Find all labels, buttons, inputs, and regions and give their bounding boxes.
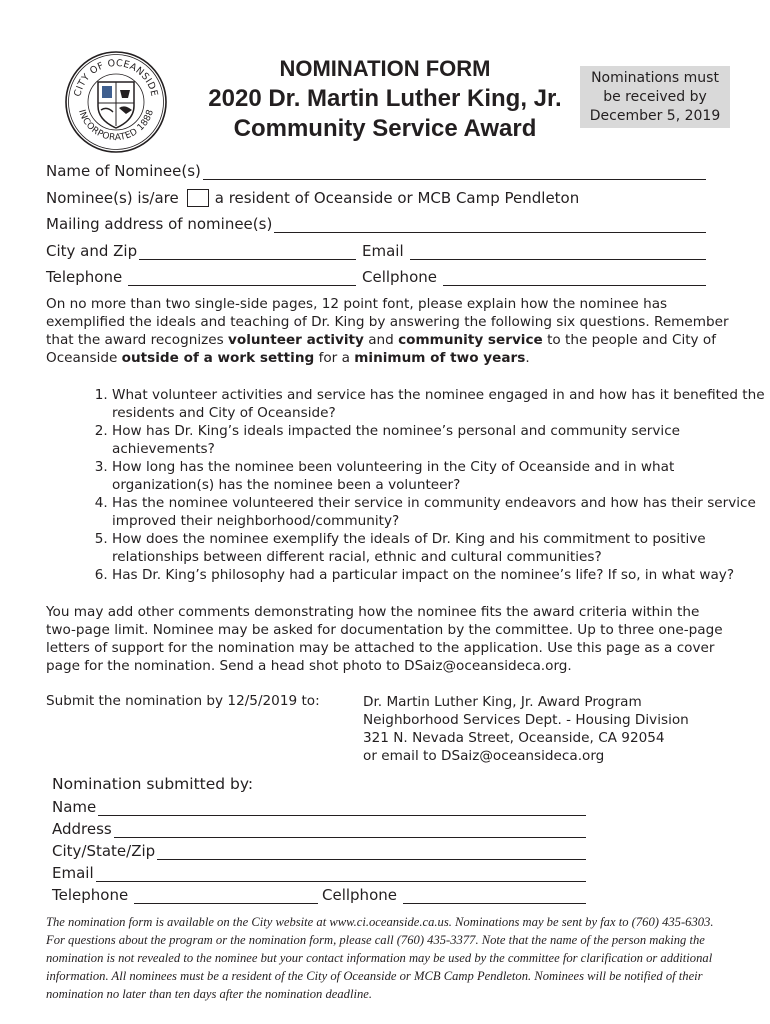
submitter-email-label: Email: [52, 864, 94, 882]
question-item: 1. What volunteer activities and service has the nominee engaged in and how has it benefited the residents and City of Oceanside?: [112, 386, 770, 422]
submitter-city-field[interactable]: [52, 840, 586, 860]
telephone-line[interactable]: [128, 271, 356, 286]
svg-text:CITY OF OCEANSIDE: CITY OF OCEANSIDE: [72, 57, 160, 98]
submitter-city-line[interactable]: [157, 845, 586, 860]
mailing-address-label: Mailing address of nominee(s): [46, 215, 273, 233]
question-item: 4. Has the nominee volunteered their service in community endeavors and how has their service improved their neighborhood/community?: [112, 494, 770, 530]
title-line-3: Community Service Award: [233, 115, 537, 142]
instr-text-1: On no more than two single-side pages, 12 point font, please explain how the nominee has exemplified the ideals and teaching of Dr. King by answering the following six questions. Remember that the award recognizes: [46, 296, 729, 348]
resident-field: [46, 187, 706, 207]
submit-by-label: Submit the nomination by 12/5/2019 to:: [46, 693, 320, 709]
question-item: 6. Has Dr. King’s philosophy had a particular impact on the nominee’s life? If so, in what way?: [112, 566, 770, 584]
address-line-1: Dr. Martin Luther King, Jr. Award Program: [363, 694, 642, 710]
cellphone-field[interactable]: [362, 266, 706, 286]
svg-text:INCORPORATED 1888: INCORPORATED 1888: [76, 108, 157, 144]
email-field[interactable]: [362, 240, 706, 260]
deadline-line-2: be received by: [603, 89, 707, 105]
mailing-address-line[interactable]: [274, 218, 706, 233]
nominee-name-field[interactable]: [46, 160, 706, 180]
nominee-is-are-label: Nominee(s) is/are: [46, 189, 179, 207]
submitter-cellphone-line[interactable]: [403, 889, 586, 904]
resident-checkbox[interactable]: [187, 189, 209, 207]
submitter-address-line[interactable]: [114, 823, 586, 838]
instr-bold-volunteer: volunteer activity: [228, 332, 364, 348]
city-zip-field[interactable]: [46, 240, 356, 260]
submitter-cellphone-label: Cellphone: [322, 886, 397, 904]
instr-text-2: and: [363, 332, 399, 348]
instr-text-3: to the people and City of Oceanside: [46, 332, 717, 366]
submitter-name-label: Name: [52, 798, 97, 816]
email-line[interactable]: [410, 245, 706, 260]
question-item: 2. How has Dr. King’s ideals impacted the nominee’s personal and community service achievements?: [112, 422, 770, 458]
submitter-address-label: Address: [52, 820, 112, 838]
email-label: Email: [362, 242, 404, 260]
instr-bold-service: community service: [398, 332, 543, 348]
submitter-name-line[interactable]: [98, 801, 586, 816]
submitter-cellphone-field[interactable]: [322, 884, 586, 904]
comments-paragraph: You may add other comments demonstrating how the nominee fits the award criteria within the two-page limit. Nominee may be asked for documentation by the committee. Up to three one-page letters of support for the nomination may be attached to the application. Use this page as a cover page for the nomination. Send a head shot photo to DSaiz@oceansideca.org.: [46, 604, 723, 674]
submitter-telephone-line[interactable]: [134, 889, 318, 904]
footer-note: The nomination form is available on the City website at www.ci.oceanside.ca.us. Nominations may be sent by fax to (760) 435-6303. For questions about the program or the nomination form, please call (760) 435-3377. Note that the name of the person making the nomination is not revealed to the nominee but your contact information may be used by the committee for clarification or additional information. All nominees must be a resident of the City of Oceanside or MCB Camp Pendleton. Nominees will be notified of their nomination no later than ten days after the nomination deadline.: [46, 915, 714, 1001]
mailing-address-field[interactable]: [46, 213, 706, 233]
submitted-by-heading: Nomination submitted by:: [52, 775, 254, 793]
nominee-name-line[interactable]: [203, 165, 706, 180]
telephone-label: Telephone: [46, 268, 123, 286]
deadline-notice: [580, 66, 730, 128]
form-title: [180, 54, 590, 144]
question-item: 3. How long has the nominee been volunteering in the City of Oceanside and in what organization(s) has the nominee been a volunteer?: [112, 458, 770, 494]
submitter-name-field[interactable]: [52, 796, 586, 816]
instr-text-4: for a: [314, 350, 355, 366]
title-line-1: NOMINATION FORM: [279, 56, 491, 81]
resident-label: a resident of Oceanside or MCB Camp Pendleton: [214, 189, 580, 207]
question-item: 5. How does the nominee exemplify the ideals of Dr. King and his commitment to positive relationships between different racial, ethnic and cultural communities?: [112, 530, 770, 566]
submitter-telephone-label: Telephone: [52, 886, 129, 904]
city-zip-line[interactable]: [139, 245, 356, 260]
address-line-3: 321 N. Nevada Street, Oceanside, CA 92054: [363, 730, 665, 746]
submitter-email-field[interactable]: [52, 862, 586, 882]
cellphone-line[interactable]: [443, 271, 706, 286]
instr-bold-work: outside of a work setting: [121, 350, 315, 366]
instr-text-5: .: [525, 350, 530, 366]
instructions-paragraph: [46, 295, 730, 367]
city-zip-label: City and Zip: [46, 242, 138, 260]
title-line-2: 2020 Dr. Martin Luther King, Jr.: [208, 85, 562, 112]
instr-bold-years: minimum of two years: [354, 350, 526, 366]
submitter-address-field[interactable]: [52, 818, 586, 838]
questions-list: [72, 386, 770, 584]
city-seal-logo: [64, 50, 168, 154]
address-line-2: Neighborhood Services Dept. - Housing Division: [363, 712, 689, 728]
submitter-city-label: City/State/Zip: [52, 842, 156, 860]
submitter-telephone-field[interactable]: [52, 884, 318, 904]
submitter-email-line[interactable]: [96, 867, 586, 882]
submission-address: [363, 693, 689, 765]
cellphone-label: Cellphone: [362, 268, 437, 286]
telephone-field[interactable]: [46, 266, 356, 286]
address-line-4: or email to DSaiz@oceansideca.org: [363, 748, 605, 764]
deadline-line-3: December 5, 2019: [589, 108, 721, 124]
nominee-name-label: Name of Nominee(s): [46, 162, 201, 180]
deadline-line-1: Nominations must: [591, 70, 719, 86]
